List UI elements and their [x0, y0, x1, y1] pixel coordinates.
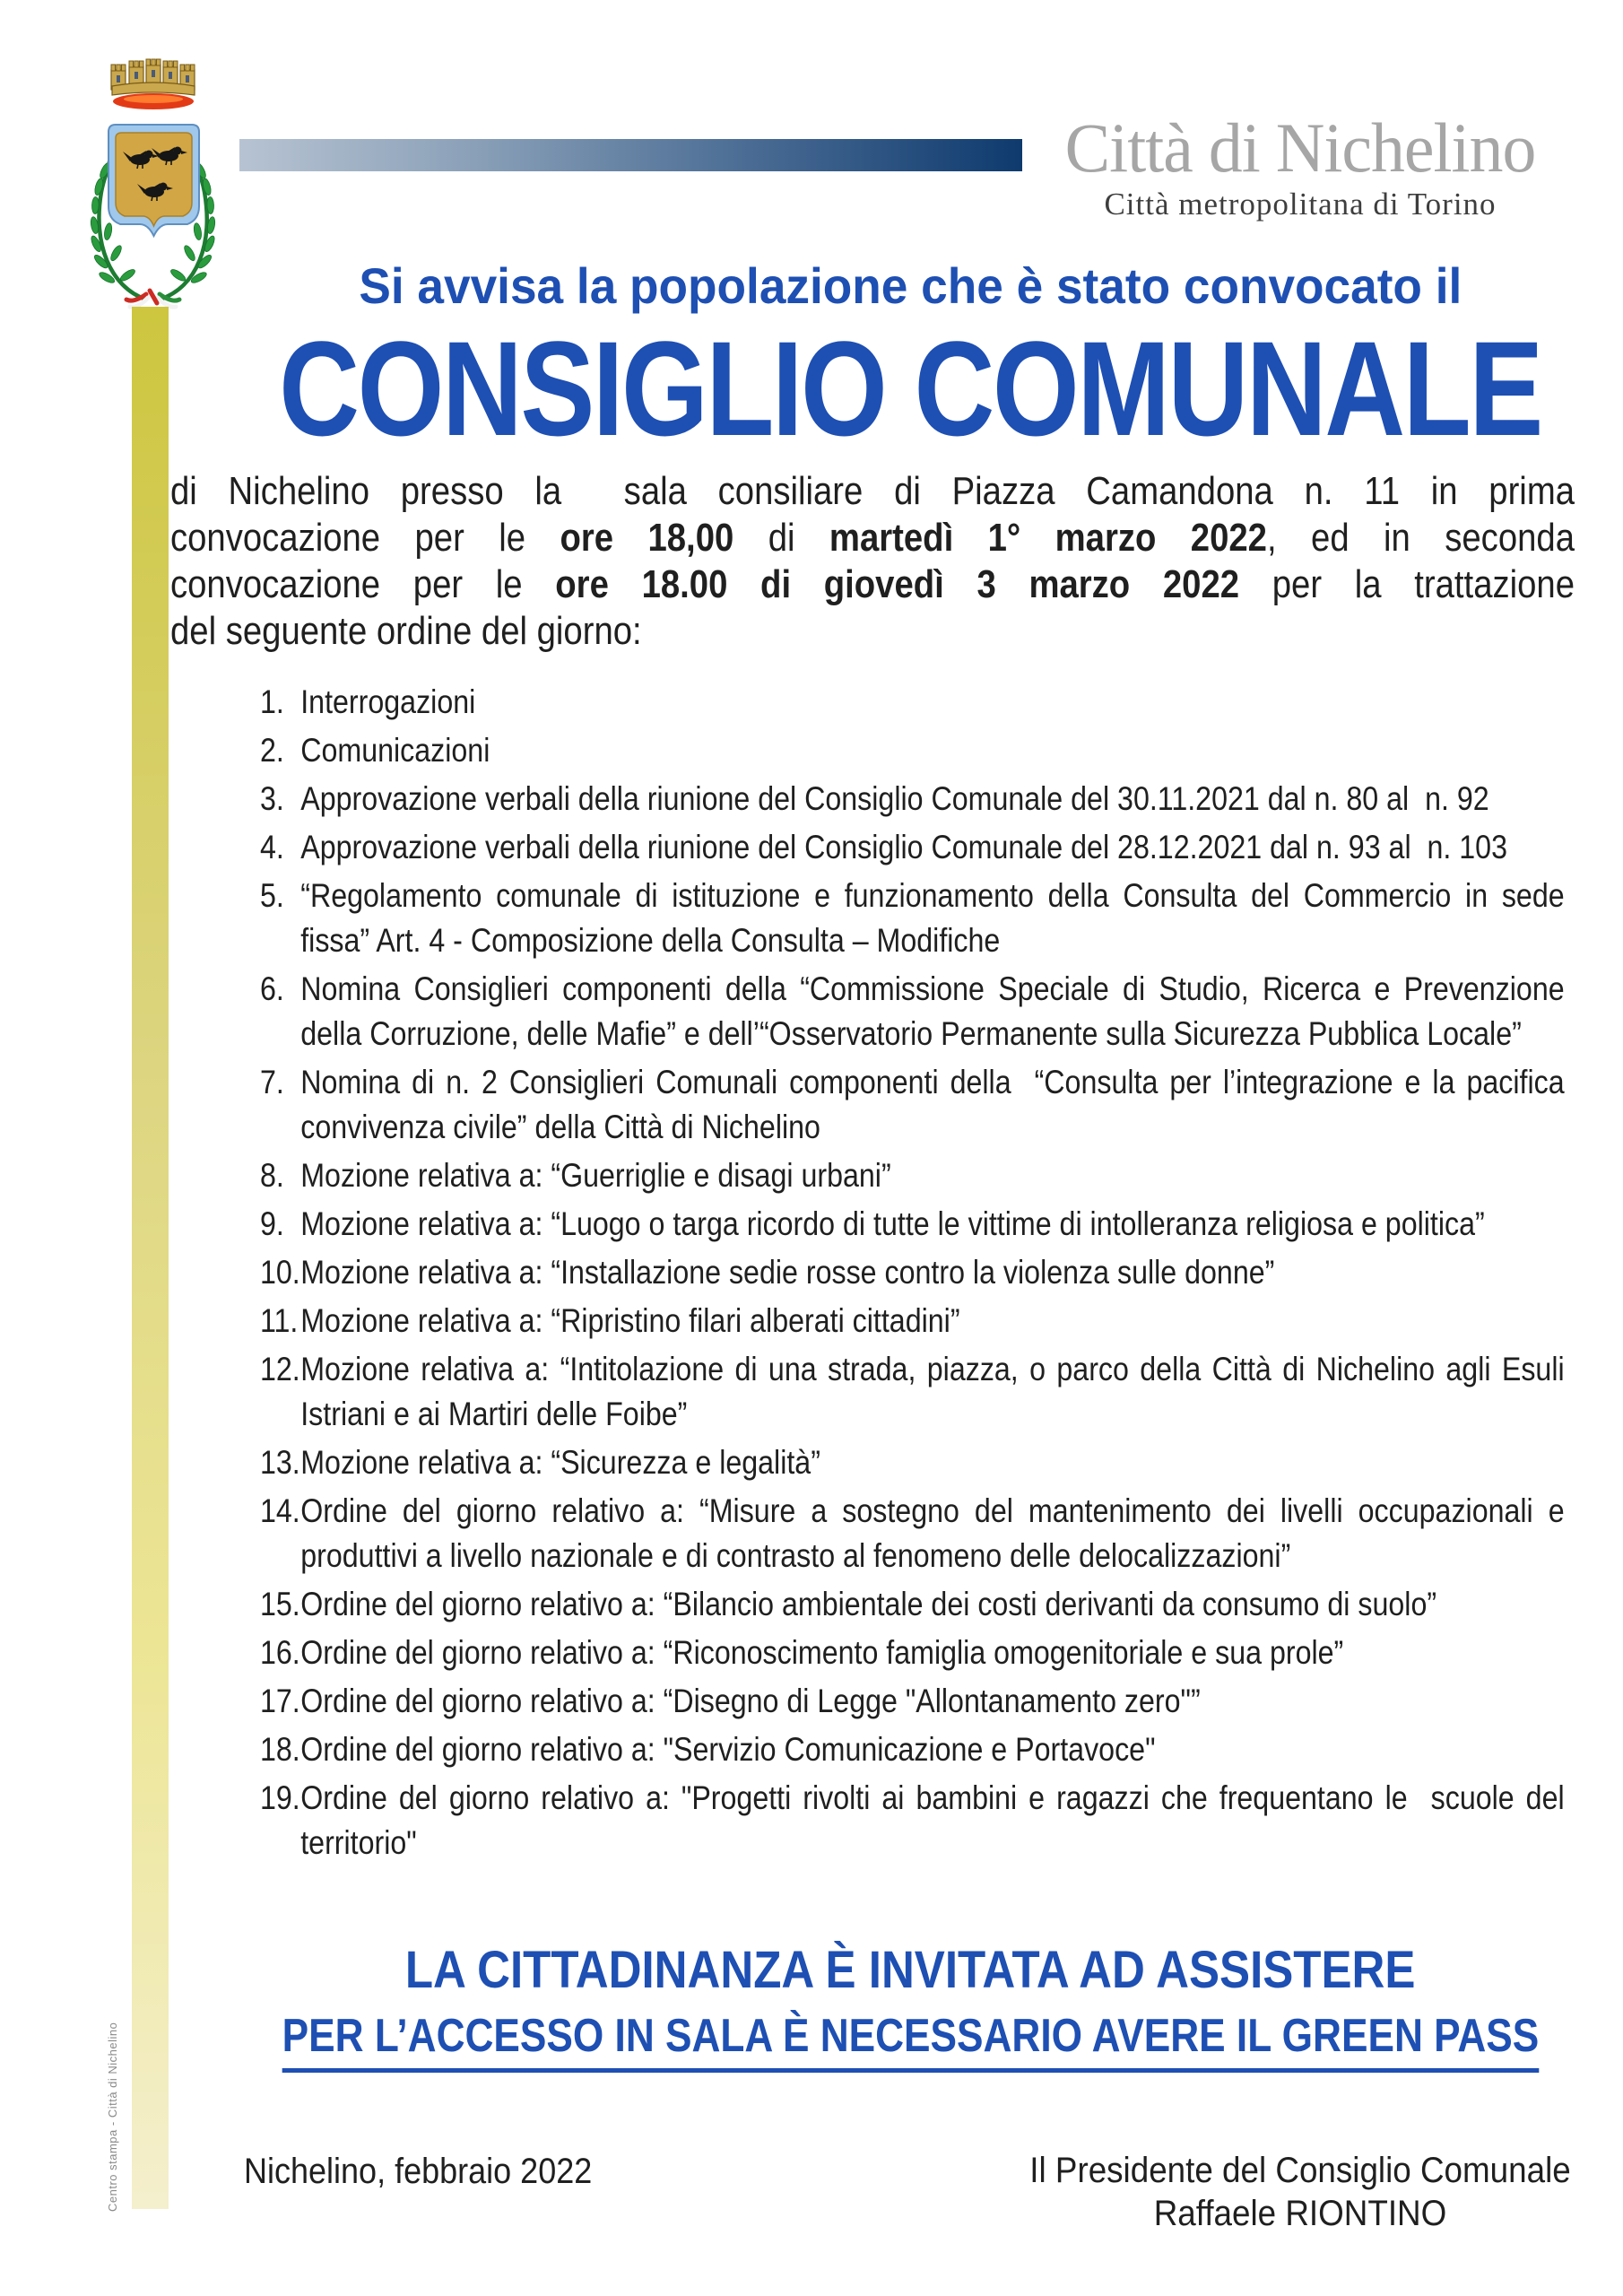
header-gradient-bar	[239, 139, 1022, 171]
agenda-item-number: 7.	[260, 1064, 284, 1100]
agenda-item-number: 9.	[260, 1205, 284, 1242]
print-credit-vertical: Centro stampa - Città di Nichelino	[106, 2022, 119, 2212]
brand-subtitle: Città metropolitana di Torino	[1104, 187, 1497, 222]
agenda-item-text: Nomina di n. 2 Consiglieri Comunali componenti della “Consulta per l’integrazione e la pacifica convivenza civile” della Città di Nichelino	[300, 1064, 1573, 1145]
agenda-item-number: 5.	[260, 877, 284, 914]
agenda-item-number: 17.	[260, 1683, 300, 1719]
agenda-item-text: Ordine del giorno relativo a: "Servizio Comunicazione e Portavoce"	[300, 1731, 1156, 1768]
agenda-item-text: Ordine del giorno relativo a: “Bilancio ambientale dei costi derivanti da consumo di suolo”	[300, 1586, 1437, 1622]
agenda-item	[260, 967, 1573, 1057]
agenda-item	[260, 1299, 1565, 1344]
agenda-item-number: 1.	[260, 683, 284, 720]
agenda-item	[260, 680, 1565, 725]
agenda-item-number: 3.	[260, 780, 284, 817]
agenda-item-number: 8.	[260, 1157, 284, 1194]
agenda-item-number: 4.	[260, 829, 284, 865]
agenda-item-text: Ordine del giorno relativo a: "Progetti rivolti ai bambini e ragazzi che frequentano le scuole del territorio"	[300, 1779, 1573, 1861]
paragraph-line: convocazione per le ore 18,00 di martedì 1° marzo 2022, ed in seconda	[170, 516, 1575, 560]
agenda-item	[260, 1489, 1573, 1578]
agenda-item-text: Ordine del giorno relativo a: “Riconoscimento famiglia omogenitoriale e sua prole”	[300, 1634, 1344, 1671]
agenda-item	[260, 874, 1573, 963]
agenda-item-text: Mozione relativa a: “Guerriglie e disagi urbani”	[300, 1157, 891, 1194]
agenda-item	[260, 1727, 1565, 1772]
agenda-item	[260, 1582, 1565, 1627]
agenda-item-text: Mozione relativa a: “Luogo o targa ricordo di tutte le vittime di intolleranza religiosa e politica”	[300, 1205, 1485, 1242]
footer-place-date: Nichelino, febbraio 2022	[244, 2152, 593, 2191]
agenda-item-number: 2.	[260, 732, 284, 769]
agenda-item	[260, 728, 1565, 773]
agenda-item	[260, 1631, 1565, 1675]
agenda-item-text: Ordine del giorno relativo a: “Disegno di Legge "Allontanamento zero"”	[300, 1683, 1201, 1719]
agenda-item	[260, 825, 1565, 870]
paragraph-line: del seguente ordine del giorno:	[170, 609, 642, 653]
agenda-item-number: 12.	[260, 1351, 300, 1387]
agenda-item-text: Interrogazioni	[300, 683, 476, 720]
agenda-item-text: Mozione relativa a: “Ripristino filari alberati cittadini”	[300, 1302, 960, 1339]
citizens-invite-notice: LA CITTADINANZA È INVITATA AD ASSISTERE	[404, 1941, 1416, 1999]
agenda-item-number: 10.	[260, 1254, 300, 1291]
agenda-item	[260, 1440, 1565, 1485]
agenda-item	[260, 777, 1565, 822]
agenda-item-text: “Regolamento comunale di istituzione e funzionamento della Consulta del Commercio in sede fissa” Art. 4 - Composizione della Consulta – Modifiche	[300, 877, 1573, 959]
footer-signature-role: Il Presidente del Consiglio Comunale	[1029, 2151, 1571, 2190]
agenda-item-number: 15.	[260, 1586, 300, 1622]
agenda-item-number: 13.	[260, 1444, 300, 1481]
agenda-item	[260, 1250, 1565, 1295]
brand-block	[1004, 109, 1596, 222]
agenda-item-number: 11.	[260, 1302, 299, 1339]
footer-signature-name: Raffaele RIONTINO	[1153, 2194, 1447, 2233]
agenda-item-text: Approvazione verbali della riunione del Consiglio Comunale del 30.11.2021 dal n. 80 al n. 92	[300, 780, 1489, 817]
main-title: CONSIGLIO COMUNALE	[279, 313, 1541, 464]
agenda-item	[260, 1060, 1573, 1150]
announcement-intro: Si avvisa la popolazione che è stato convocato il	[359, 257, 1462, 314]
paragraph-line: di Nichelino presso la sala consiliare di Piazza Camandona n. 11 in prima	[170, 469, 1575, 513]
paragraph-line: convocazione per le ore 18.00 di giovedì 3 marzo 2022 per la trattazione	[170, 562, 1575, 606]
agenda-item-number: 16.	[260, 1634, 300, 1671]
agenda-item-text: Mozione relativa a: “Intitolazione di una strada, piazza, o parco della Città di Nichelino agli Esuli Istriani e ai Martiri delle Foibe”	[300, 1351, 1573, 1432]
agenda-item-text: Ordine del giorno relativo a: “Misure a sostegno del mantenimento dei livelli occupazionali e produttivi a livello nazionale e di contrasto al fenomeno delle delocalizzazioni”	[300, 1492, 1573, 1574]
agenda-item	[260, 1347, 1573, 1437]
agenda-item-number: 19.	[260, 1779, 300, 1816]
brand-title: Città di Nichelino	[1064, 109, 1536, 187]
agenda-item-text: Approvazione verbali della riunione del Consiglio Comunale del 28.12.2021 dal n. 93 al n. 103	[300, 829, 1507, 865]
side-accent-bar	[132, 307, 169, 2209]
agenda-item-text: Comunicazioni	[300, 732, 490, 769]
agenda-item-number: 6.	[260, 970, 284, 1007]
green-pass-notice: PER L’ACCESSO IN SALA È NECESSARIO AVERE IL GREEN PASS	[135, 2011, 1623, 2073]
agenda-item	[260, 1202, 1565, 1247]
agenda-item	[260, 1153, 1565, 1198]
convocation-paragraph	[170, 468, 1575, 655]
agenda-item-number: 14.	[260, 1492, 300, 1529]
agenda-item-number: 18.	[260, 1731, 300, 1768]
agenda-item	[260, 1679, 1565, 1724]
agenda-item	[260, 1776, 1573, 1866]
footer-signature	[1028, 2149, 1572, 2235]
agenda-item-text: Nomina Consiglieri componenti della “Commissione Speciale di Studio, Ricerca e Prevenzione della Corruzione, delle Mafie” e dell’“Osservatorio Permanente sulla Sicurezza Pubblica Locale”	[300, 970, 1573, 1052]
agenda-item-text: Mozione relativa a: “Sicurezza e legalità”	[300, 1444, 820, 1481]
agenda-item-text: Mozione relativa a: “Installazione sedie rosse contro la violenza sulle donne”	[300, 1254, 1275, 1291]
agenda-list	[260, 680, 1573, 1869]
